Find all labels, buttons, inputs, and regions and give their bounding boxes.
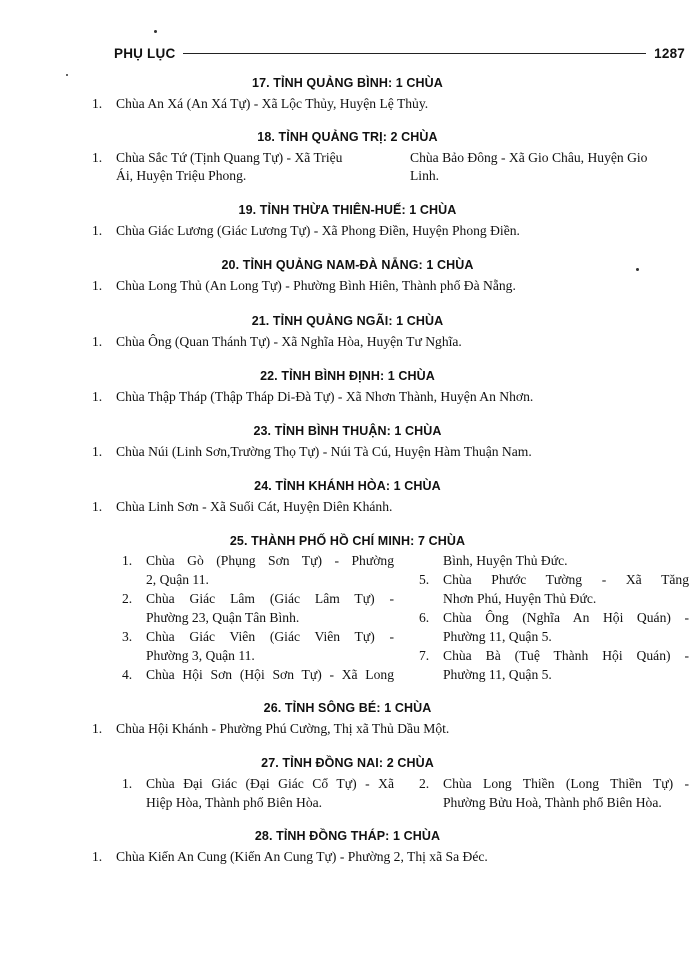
item-number: 1. [92,444,103,459]
item-number: 2. [122,591,133,606]
item-number: 1. [92,150,103,165]
item-number: 1. [92,223,103,238]
list-item: Chùa Ông (Quan Thánh Tự) - Xã Nghĩa Hòa, Huyện Tư Nghĩa. [116,334,462,349]
list-item: Chùa Kiến An Cung (Kiến An Cung Tự) - Phường 2, Thị xã Sa Đéc. [116,849,488,864]
scan-speck [154,30,157,33]
list-item-line: Phường Bửu Hoà, Thành phố Biên Hòa. [443,795,662,810]
section-title: 24. TỈNH KHÁNH HÒA: 1 CHÙA [254,479,441,493]
item-number: 6. [419,610,430,625]
section-title: 21. TỈNH QUẢNG NGÃI: 1 CHÙA [251,314,444,328]
list-item-line: Chùa Phước Tường - Xã Tăng [443,572,689,587]
running-header [114,42,685,64]
list-item-line: Nhơn Phú, Huyện Thủ Đức. [443,591,597,606]
list-item-line: Phường 23, Quận Tân Bình. [146,610,300,625]
list-item-line: Phường 11, Quận 5. [443,667,552,682]
section-title: 22. TỈNH BÌNH ĐỊNH: 1 CHÙA [260,369,435,383]
list-item: Chùa Long Thủ (An Long Tự) - Phường Bình Hiên, Thành phố Đà Nẵng. [116,278,516,293]
list-item-line: Chùa Giác Viên (Giác Viên Tự) - [146,629,394,644]
list-item-line: Chùa Long Thiền (Long Thiền Tự) - [443,776,689,791]
section-title: 17. TỈNH QUẢNG BÌNH: 1 CHÙA [252,76,443,90]
item-number: 1. [92,334,103,349]
list-item-line: Chùa Ông (Nghĩa An Hội Quán) - [443,610,689,625]
list-item-line: Linh. [410,168,440,183]
page-number: 1287 [654,45,685,61]
section-title: 25. THÀNH PHỐ HỒ CHÍ MINH: 7 CHÙA [229,534,466,548]
list-item-line: Ái, Huyện Triệu Phong. [116,168,247,183]
item-number: 4. [122,667,133,682]
item-number: 1. [92,849,103,864]
item-number: 2. [419,776,430,791]
item-number: 1. [92,721,103,736]
header-section-label: PHỤ LỤC [114,45,176,61]
list-item-line: Chùa Bảo Đông - Xã Gio Châu, Huyện Gio [410,150,648,165]
list-item: Chùa Linh Sơn - Xã Suối Cát, Huyện Diên Khánh. [116,499,393,514]
list-item: Chùa Núi (Linh Sơn,Trường Thọ Tự) - Núi Tà Cú, Huyện Hàm Thuận Nam. [116,444,532,459]
header-rule [183,53,646,54]
item-number: 1. [92,278,103,293]
list-item-line: Chùa Giác Lâm (Giác Lâm Tự) - [146,591,394,606]
section-title: 20. TỈNH QUẢNG NAM-ĐÀ NẴNG: 1 CHÙA [221,258,474,272]
section-title: 27. TỈNH ĐỒNG NAI: 2 CHÙA [261,756,434,770]
section-title: 19. TỈNH THỪA THIÊN-HUẾ: 1 CHÙA [238,203,457,217]
list-item-line: Bình, Huyện Thủ Đức. [443,553,568,568]
list-item-line: Chùa Gò (Phụng Sơn Tự) - Phường [146,553,394,568]
list-item: Chùa Giác Lương (Giác Lương Tự) - Xã Phong Điền, Huyện Phong Điền. [116,223,520,238]
item-number: 1. [122,553,133,568]
list-item-line: 2, Quận 11. [146,572,209,587]
section-title: 28. TỈNH ĐỒNG THÁP: 1 CHÙA [254,829,441,843]
item-number: 1. [92,499,103,514]
list-item-line: Phường 3, Quận 11. [146,648,255,663]
list-item-line: Hiệp Hòa, Thành phố Biên Hòa. [146,795,323,810]
list-item: Chùa Thập Tháp (Thập Tháp Di-Đà Tự) - Xã Nhơn Thành, Huyện An Nhơn. [116,389,534,404]
section-title: 18. TỈNH QUẢNG TRỊ: 2 CHÙA [257,130,438,144]
item-number: 1. [122,776,133,791]
list-item-line: Phường 11, Quận 5. [443,629,552,644]
item-number: 1. [92,96,103,111]
list-item-line: Chùa Đại Giác (Đại Giác Cổ Tự) - Xã [146,776,394,791]
list-item-line: Chùa Hội Sơn (Hội Sơn Tự) - Xã Long [146,667,394,682]
list-item-line: Chùa Bà (Tuệ Thành Hội Quán) - [443,648,689,663]
list-item: Chùa An Xá (An Xá Tự) - Xã Lộc Thủy, Huyện Lệ Thủy. [116,96,429,111]
section-title: 23. TỈNH BÌNH THUẬN: 1 CHÙA [253,424,442,438]
item-number: 1. [92,389,103,404]
item-number: 3. [122,629,133,644]
list-item: Chùa Hội Khánh - Phường Phú Cường, Thị xã Thủ Dầu Một. [116,721,450,736]
section-title: 26. TỈNH SÔNG BÉ: 1 CHÙA [263,701,432,715]
list-item-line: Chùa Sắc Tứ (Tịnh Quang Tự) - Xã Triệu [116,150,343,165]
item-number: 7. [419,648,430,663]
item-number: 5. [419,572,430,587]
